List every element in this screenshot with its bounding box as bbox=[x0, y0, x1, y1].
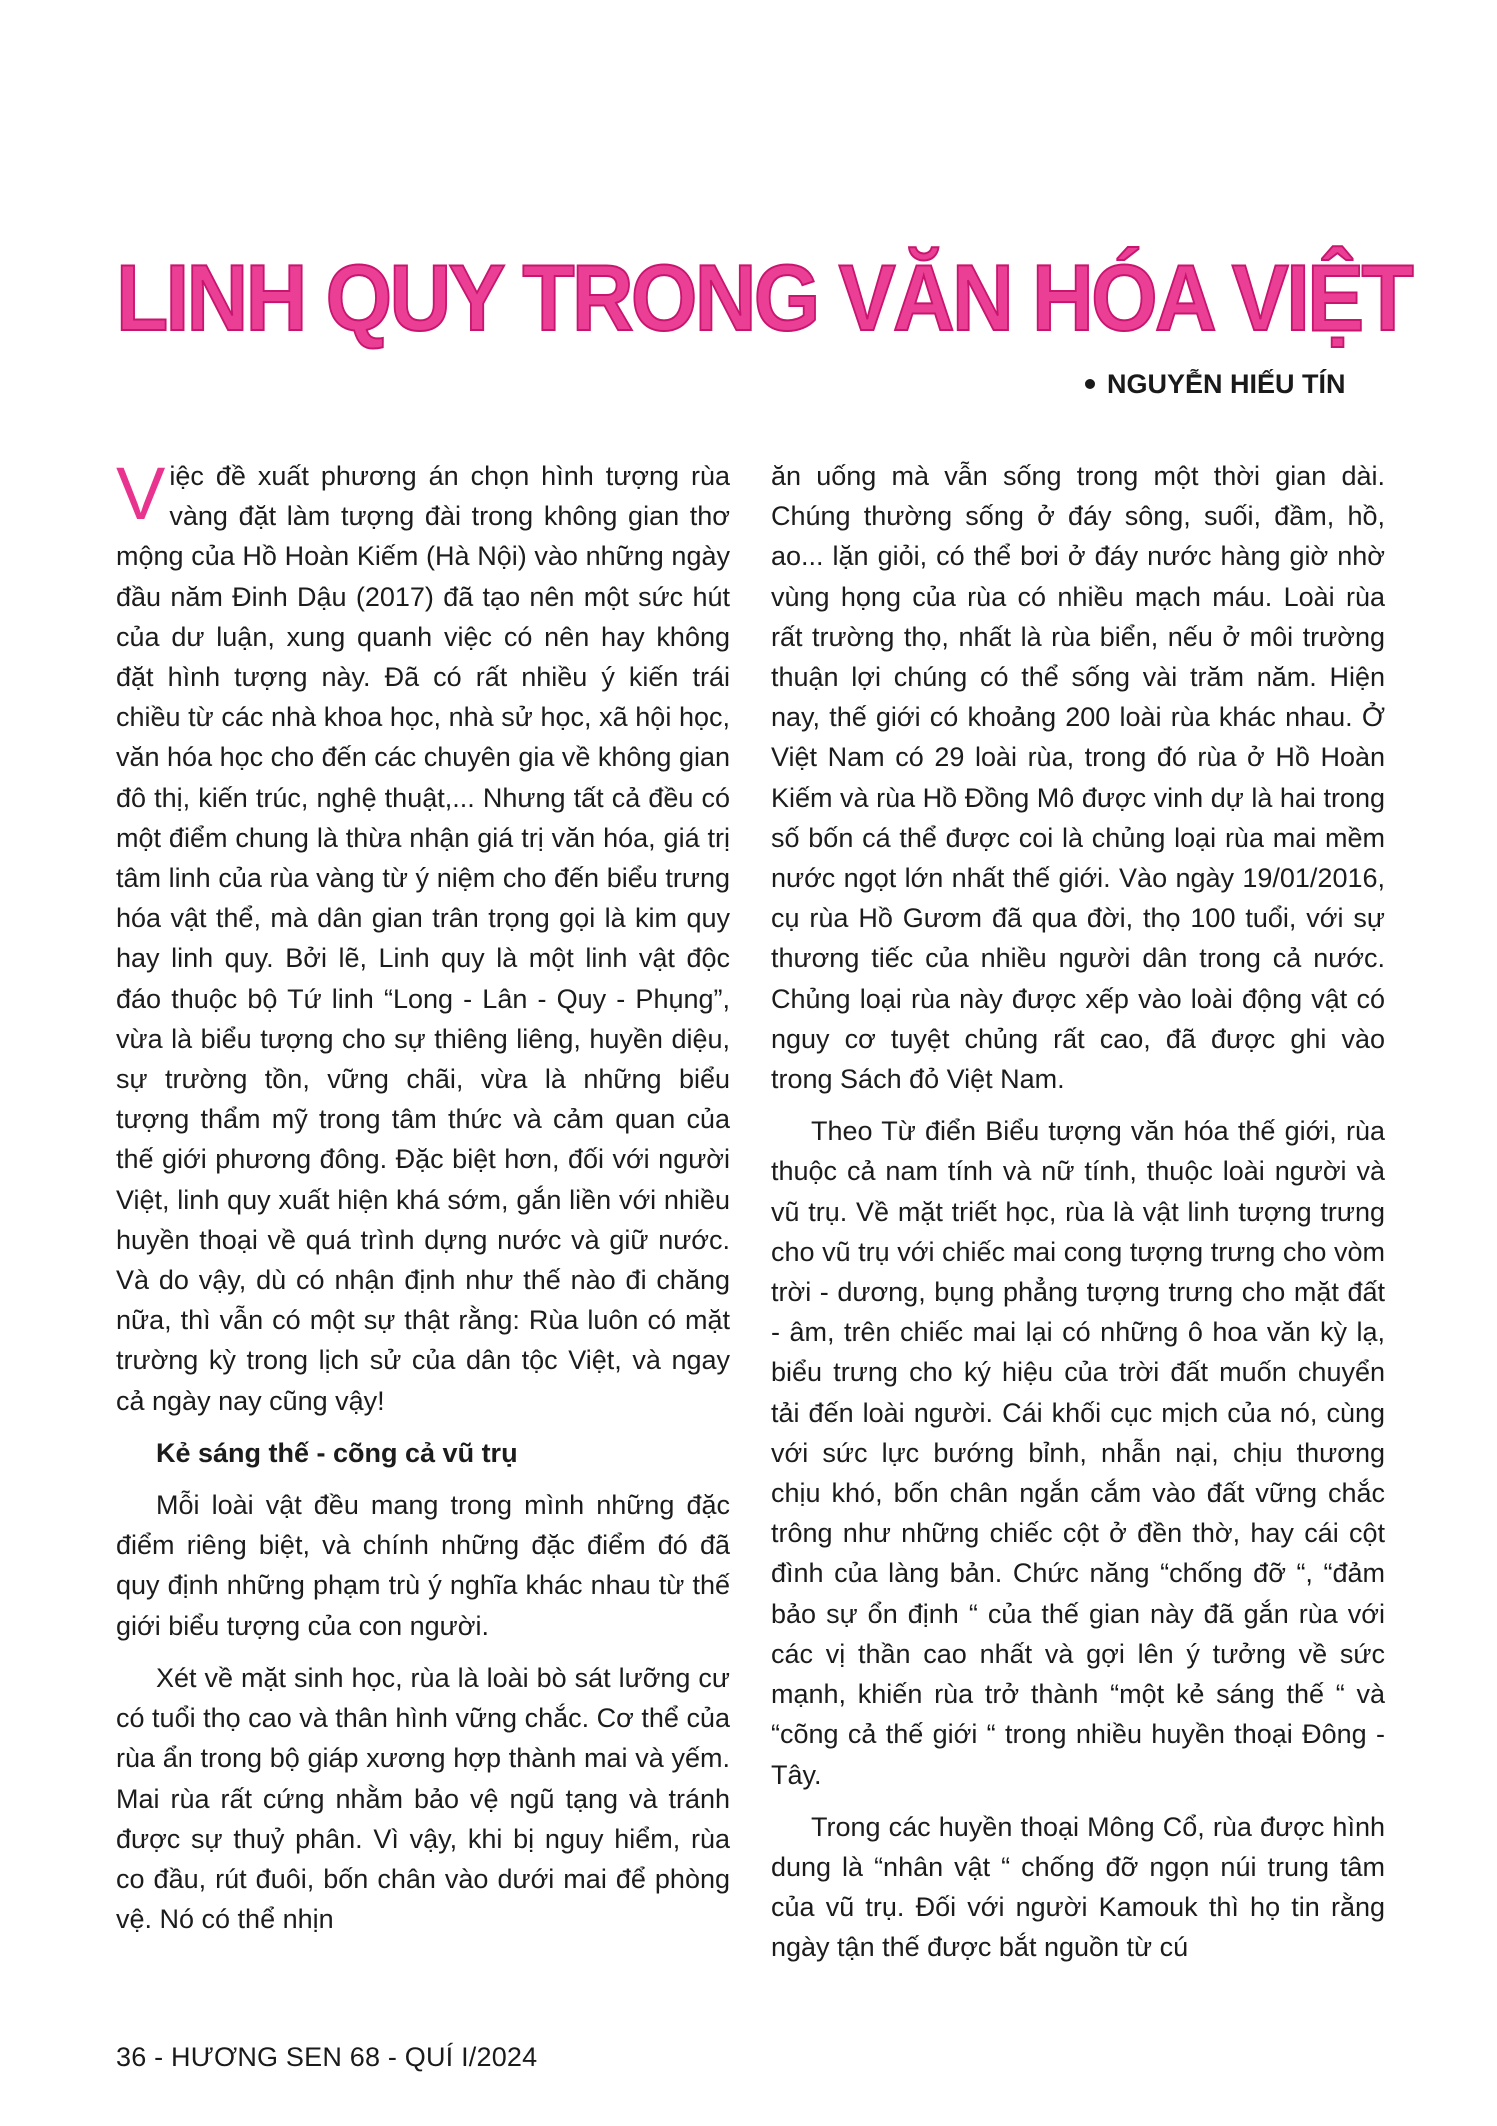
paragraph-intro-text: iệc đề xuất phương án chọn hình tượng rùa vàng đặt làm tượng đài trong không gian thơ mộng của Hồ Hoàn Kiếm (Hà Nội) vào những ngày đầu năm Đinh Dậu (2017) đã tạo nên một sức hút của dư luận, xung quanh việc có nên hay không đặt hình tượng này. Đã có rất nhiều ý kiến trái chiều từ các nhà khoa học, nhà sử học, xã hội học, văn hóa học cho đến các chuyên gia về không gian đô thị, kiến trúc, nghệ thuật,... Nhưng tất cả đều có một điểm chung là thừa nhận giá trị văn hóa, giá trị tâm linh của rùa vàng từ ý niệm cho đến biểu trưng hóa vật thể, mà dân gian trân trọng gọi là kim quy hay linh quy. Bởi lẽ, Linh quy là một linh vật độc đáo thuộc bộ Tứ linh “Long - Lân - Quy - Phụng”, vừa là biểu tượng cho sự thiêng liêng, huyền diệu, sự trường tồn, vững chãi, vừa là những biểu tượng thẩm mỹ trong tâm thức và cảm quan của thế giới phương đông. Đặc biệt hơn, đối với người Việt, linh quy xuất hiện khá sớm, gắn liền với nhiều huyền thoại về quá trình dựng nước và giữ nước. Và do vậy, dù có nhận định như thế nào đi chăng nữa, thì vẫn có một sự thật rằng: Rùa luôn có mặt trường kỳ trong lịch sử của dân tộc Việt, và ngay cả ngày nay cũng vậy! bbox=[116, 461, 730, 1416]
section-subheading: Kẻ sáng thế - cõng cả vũ trụ bbox=[156, 1437, 518, 1468]
column-right bbox=[771, 456, 1385, 1980]
page-footer: 36 - HƯƠNG SEN 68 - QUÍ I/2024 bbox=[116, 2042, 538, 2072]
drop-cap: V bbox=[116, 452, 166, 535]
bullet-icon bbox=[1085, 379, 1095, 389]
paragraph: Mỗi loài vật đều mang trong mình những đặc điểm riêng biệt, và chính những đặc điểm đó đã quy định những phạm trù ý nghĩa khác nhau từ thế giới biểu tượng của con người. bbox=[116, 1490, 730, 1641]
author-name: NGUYỄN HIẾU TÍN bbox=[1107, 369, 1346, 399]
paragraph: Trong các huyền thoại Mông Cổ, rùa được hình dung là “nhân vật “ chống đỡ ngọn núi trung tâm của vũ trụ. Đối với người Kamouk thì họ tin rằng ngày tận thế được bắt nguồn từ cú bbox=[771, 1811, 1385, 1963]
column-left bbox=[116, 452, 730, 1951]
paragraph: Xét về mặt sinh học, rùa là loài bò sát lưỡng cư có tuổi thọ cao và thân hình vững chắc. Cơ thể của rùa ẩn trong bộ giáp xương hợp thành mai và yếm. Mai rùa rất cứng nhằm bảo vệ ngũ tạng và tránh được sự thuỷ phân. Vì vậy, khi bị nguy hiểm, rùa co đầu, rút đuôi, bốn chân vào dưới mai để phòng vệ. Nó có thể nhịn bbox=[116, 1662, 730, 1935]
paragraph: ăn uống mà vẫn sống trong một thời gian dài. Chúng thường sống ở đáy sông, suối, đầm, hồ, ao... lặn giỏi, có thể bơi ở đáy nước hàng giờ nhờ vùng họng của rùa có nhiều mạch máu. Loài rùa rất trường thọ, nhất là rùa biển, nếu ở môi trường thuận lợi chúng có thể sống vài trăm năm. Hiện nay, thế giới có khoảng 200 loài rùa khác nhau. Ở Việt Nam có 29 loài rùa, trong đó rùa ở Hồ Hoàn Kiếm và rùa Hồ Đồng Mô được vinh dự là hai trong số bốn cá thể được coi là chủng loại rùa mai mềm nước ngọt lớn nhất thế giới. Vào ngày 19/01/2016, cụ rùa Hồ Gươm đã qua đời, thọ 100 tuổi, với sự thương tiếc của nhiều người dân trong cả nước. Chủng loại rùa này được xếp vào loài động vật có nguy cơ tuyệt chủng rất cao, đã được ghi vào trong Sách đỏ Việt Nam. bbox=[771, 461, 1385, 1095]
author-byline bbox=[1085, 369, 1346, 400]
article-title: LINH QUY TRONG VĂN HÓA VIỆT bbox=[116, 244, 1412, 350]
paragraph-intro bbox=[116, 452, 730, 1421]
paragraph: Theo Từ điển Biểu tượng văn hóa thế giới, rùa thuộc cả nam tính và nữ tính, thuộc loài người và vũ trụ. Về mặt triết học, rùa là vật linh tượng trưng cho vũ trụ với chiếc mai cong tượng trưng cho vòm trời - dương, bụng phẳng tượng trưng cho mặt đất - âm, trên chiếc mai lại có những ô hoa văn kỳ lạ, biểu trưng cho ký hiệu của trời đất muốn chuyển tải đến loài người. Cái khối cục mịch của nó, cùng với sức lực bướng bỉnh, nhẫn nại, chịu thương chịu khó, bốn chân ngắn cắm vào đất vững chắc trông như những chiếc cột ở đền thờ, hay cái cột đình của làng bản. Chức năng “chống đỡ “, “đảm bảo sự ổn định “ của thế gian này đã gắn rùa với các vị thần cao nhất và gợi lên ý tưởng về sức mạnh, khiến rùa trở thành “một kẻ sáng thế “ và “cõng cả thế giới “ trong nhiều huyền thoại Đông - Tây. bbox=[771, 1116, 1385, 1790]
